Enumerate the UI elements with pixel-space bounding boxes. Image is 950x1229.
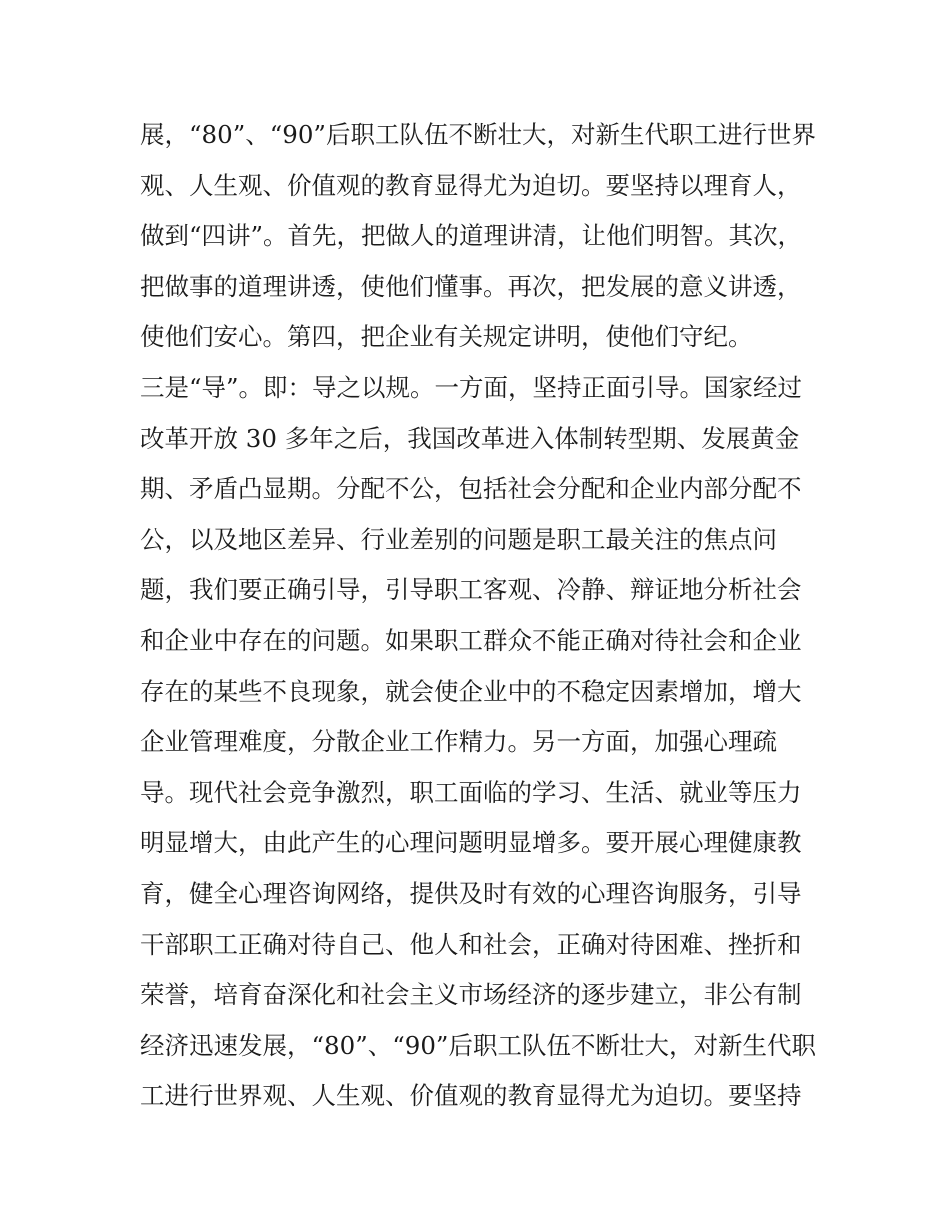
text-line: 和企业中存在的问题。如果职工群众不能正确对待社会和企业 (140, 625, 802, 655)
text-line: 使他们安心。第四，把企业有关规定讲明，使他们守纪。 (140, 322, 753, 352)
text-line: 三是“导”。即：导之以规。一方面，坚持正面引导。国家经过 (140, 372, 803, 402)
text-line: 明显增大，由此产生的心理问题明显增多。要开展心理健康教 (140, 828, 802, 858)
text-line: 观、人生观、价值观的教育显得尤为迫切。要坚持以理育人， (140, 170, 802, 200)
text-line: 导。现代社会竞争激烈，职工面临的学习、生活、就业等压力 (140, 777, 802, 807)
text-line: 经济迅速发展，“80”、“90”后职工队伍不断壮大，对新生代职 (140, 1030, 816, 1060)
text-line: 改革开放 30 多年之后，我国改革进入体制转型期、发展黄金 (140, 423, 800, 453)
text-line: 存在的某些不良现象，就会使企业中的不稳定因素增加，增大 (140, 676, 802, 706)
text-line: 题，我们要正确引导，引导职工客观、冷静、辩证地分析社会 (140, 575, 802, 605)
text-line: 把做事的道理讲透，使他们懂事。再次，把发展的意义讲透， (140, 271, 802, 301)
text-line: 工进行世界观、人生观、价值观的教育显得尤为迫切。要坚持 (140, 1081, 802, 1111)
body-text (140, 110, 820, 1122)
text-line: 做到“四讲”。首先，把做人的道理讲清，让他们明智。其次， (140, 221, 803, 251)
text-line: 育，健全心理咨询网络，提供及时有效的心理咨询服务，引导 (140, 878, 802, 908)
text-line: 展，“80”、“90”后职工队伍不断壮大，对新生代职工进行世界 (140, 120, 816, 149)
text-line: 企业管理难度，分散企业工作精力。另一方面，加强心理疏 (140, 727, 777, 757)
text-line: 荣誉，培育奋深化和社会主义市场经济的逐步建立，非公有制 (140, 980, 802, 1010)
text-line: 公，以及地区差异、行业差别的问题是职工最关注的焦点问 (140, 524, 777, 554)
text-line: 期、矛盾凸显期。分配不公，包括社会分配和企业内部分配不 (140, 474, 802, 504)
text-line: 干部职工正确对待自己、他人和社会，正确对待困难、挫折和 (140, 929, 802, 959)
